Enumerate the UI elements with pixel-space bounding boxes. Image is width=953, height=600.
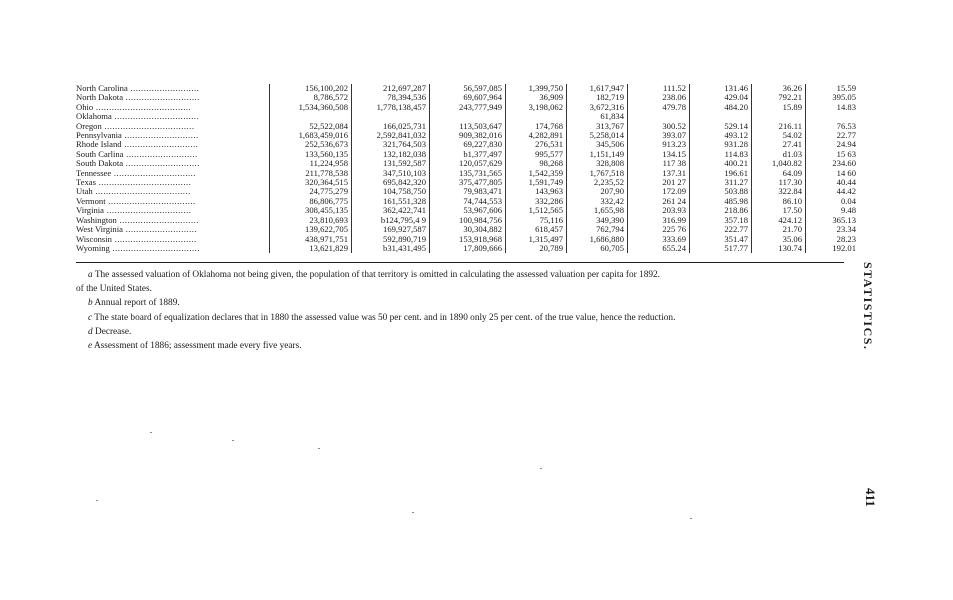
footnote-b bbox=[76, 296, 846, 310]
value-cell-c2: 78,394,536 bbox=[352, 93, 430, 102]
value-cell-c1: 438,971,751 bbox=[270, 235, 352, 244]
footnote-c-text: The state board of equalization declares that in 1880 the assessed value was 50 per cent. and in 1890 only 25 per cent. of the true value, hence the reduction. bbox=[94, 312, 676, 323]
value-cell-c5: 332,42 bbox=[567, 197, 628, 206]
footnote-e bbox=[76, 339, 846, 353]
value-cell-c9: 365.13 bbox=[832, 214, 856, 225]
value-cell-c8: 54.02 bbox=[752, 131, 806, 140]
value-cell-c5: 313,767 bbox=[567, 122, 628, 131]
value-cell-c1: 156,100,202 bbox=[270, 84, 352, 93]
value-cell-c5: 182,719 bbox=[567, 93, 628, 102]
value-cell-c3: 69,227,830 bbox=[430, 140, 506, 149]
value-cell-c2: b31,431,495 bbox=[352, 244, 430, 253]
value-cell-c3: 17,809,666 bbox=[430, 244, 506, 253]
value-cell-c7: 218.86 bbox=[690, 206, 752, 215]
value-cell-c2: 695,842,320 bbox=[352, 178, 430, 187]
value-cell-c7: 357.18 bbox=[690, 216, 752, 225]
dot-leader: ................................ bbox=[103, 206, 192, 216]
value-cell-c3: 135,731,565 bbox=[430, 169, 506, 178]
value-cell-c2: 131,592,587 bbox=[352, 159, 430, 168]
footnote-b-mark: b bbox=[88, 298, 93, 309]
state-name-cell: North Dakota ............................ bbox=[76, 93, 270, 102]
value-cell-c8: 21.70 bbox=[752, 225, 806, 234]
value-cell-c9: 24.94 bbox=[836, 139, 856, 150]
scan-speck bbox=[318, 448, 320, 449]
value-cell-c6: 261 24 bbox=[628, 197, 690, 206]
value-cell-c6: 117 38 bbox=[628, 159, 690, 168]
value-cell-c8: 117.30 bbox=[752, 178, 806, 187]
value-cell-c5: 328,808 bbox=[567, 159, 628, 168]
value-cell-c2: 1,778,138,457 bbox=[352, 103, 430, 112]
value-cell-c6: 655.24 bbox=[628, 244, 690, 253]
scan-speck bbox=[232, 440, 234, 441]
scan-speck bbox=[412, 512, 414, 513]
dot-leader: .................................... bbox=[92, 187, 191, 197]
value-cell-c9: 15 63 bbox=[836, 148, 856, 159]
value-cell-c7: 517.77 bbox=[690, 244, 752, 253]
value-cell-c8: 15.89 bbox=[752, 103, 806, 112]
value-cell-c2: 104,758,750 bbox=[352, 187, 430, 196]
value-cell-c6: 111.52 bbox=[628, 84, 690, 93]
value-cell-c6: 203.93 bbox=[628, 206, 690, 215]
value-cell-c1: 139,622,705 bbox=[270, 225, 352, 234]
value-cell-c4: 1,399,750 bbox=[506, 84, 567, 93]
value-cell-c3: 56,597,085 bbox=[430, 84, 506, 93]
value-cell-c7: 503.88 bbox=[690, 187, 752, 196]
value-cell-c4: 1,542,359 bbox=[506, 169, 567, 178]
value-cell-c5: 2,235,52 bbox=[567, 178, 628, 187]
dot-leader: .......................... bbox=[127, 84, 200, 93]
value-cell-c3: 375,477,805 bbox=[430, 178, 506, 187]
footnote-a bbox=[76, 268, 846, 282]
footnote-a-mark: a bbox=[88, 270, 93, 280]
value-cell-c2: 169,927,587 bbox=[352, 225, 430, 234]
value-cell-c6: 225 76 bbox=[628, 225, 690, 234]
state-name-cell: Rhode Island ............................ bbox=[76, 140, 270, 149]
value-cell-c3: 909,382,016 bbox=[430, 131, 506, 140]
value-cell-c3: 74,744,553 bbox=[430, 197, 506, 206]
value-cell-c8: d1.03 bbox=[752, 150, 806, 159]
value-cell-c9: 192.01 bbox=[832, 242, 856, 253]
value-cell-c7: 485.98 bbox=[690, 197, 752, 206]
value-cell-c8: 27.41 bbox=[752, 140, 806, 149]
state-name-cell: Virginia ................................ bbox=[76, 206, 270, 215]
value-cell-c5: 5,258,014 bbox=[567, 131, 628, 140]
value-cell-c4: 3,198,062 bbox=[506, 103, 567, 112]
footnote-e-text: Assessment of 1886; assessment made every five years. bbox=[93, 341, 302, 352]
state-name-cell: South Dakota ............................ bbox=[76, 159, 270, 168]
footnote-rule bbox=[76, 262, 844, 263]
dot-leader: ............................ bbox=[121, 140, 199, 150]
value-cell-c6: 913.23 bbox=[628, 140, 690, 149]
state-name-cell: Texas ................................... bbox=[76, 178, 270, 187]
value-cell-c5: 1,655,98 bbox=[567, 206, 628, 215]
value-cell-c2: 166,025,731 bbox=[352, 122, 430, 131]
value-cell-c3: 100,984,756 bbox=[430, 216, 506, 225]
scan-speck bbox=[96, 500, 98, 501]
value-cell-c2: 132,182,038 bbox=[352, 150, 430, 159]
dot-leader: ............................... bbox=[111, 168, 196, 178]
footnote-c-mark: c bbox=[88, 312, 93, 323]
value-cell-c4: 1,512,565 bbox=[506, 206, 567, 215]
value-cell-c1: 308,455,135 bbox=[270, 206, 352, 215]
value-cell-c8: 792.21 bbox=[752, 93, 806, 102]
value-cell-c4: 618,457 bbox=[506, 225, 567, 234]
value-cell-c5: 207,90 bbox=[567, 187, 628, 196]
dot-leader: ........................... bbox=[123, 149, 198, 159]
value-cell-c8: 36.26 bbox=[752, 84, 806, 93]
value-cell-c8: 17.50 bbox=[752, 206, 806, 215]
value-cell-c9: 395.05 bbox=[832, 92, 856, 103]
value-cell-c1: 11,224,958 bbox=[270, 159, 352, 168]
value-cell-c5: 345,506 bbox=[567, 140, 628, 149]
value-cell-c4: 995,577 bbox=[506, 150, 567, 159]
value-cell-c8: 86.10 bbox=[752, 197, 806, 206]
dot-leader: ................................ bbox=[111, 112, 200, 122]
footnote-d-mark: d bbox=[88, 326, 93, 337]
state-name-cell: Tennessee ............................... bbox=[76, 169, 270, 178]
value-cell-c1: 86,806,775 bbox=[270, 197, 352, 206]
value-cell-c4: 276,531 bbox=[506, 140, 567, 149]
page-number: 411 bbox=[863, 488, 878, 507]
dot-leader: .............................. bbox=[116, 215, 199, 225]
footnote-c bbox=[76, 311, 846, 325]
value-cell-c3: 69,607,964 bbox=[430, 93, 506, 102]
value-cell-c3: 120,057,629 bbox=[430, 159, 506, 168]
dot-leader: ............................ bbox=[123, 93, 200, 103]
dot-leader: .................................. bbox=[101, 121, 195, 131]
value-cell-c7: 131.46 bbox=[690, 84, 752, 93]
dot-leader: ........................... bbox=[122, 225, 198, 235]
value-cell-c1: 52,522,084 bbox=[270, 122, 352, 131]
value-cell-c5: 61,834 bbox=[567, 112, 628, 121]
value-cell-c1: 8,786,572 bbox=[270, 93, 352, 102]
statistics-table bbox=[76, 84, 859, 253]
footnote-a-text: The assessed valuation of Oklahoma not being given, the population of that territory is omitted in calculating the assessed valuation per capita for 1892. bbox=[94, 270, 660, 280]
state-name-cell: Vermont ................................. bbox=[76, 197, 270, 206]
footnote-d bbox=[76, 325, 846, 339]
value-cell-c9: 0.04 bbox=[840, 195, 856, 206]
value-cell-c3: 113,503,647 bbox=[430, 122, 506, 131]
value-cell-c5: 1,151,149 bbox=[567, 150, 628, 159]
value-cell-c2: 362,422,741 bbox=[352, 206, 430, 215]
state-name-cell: South Carlina ........................... bbox=[76, 150, 270, 159]
dot-leader: ................................... bbox=[95, 178, 192, 188]
value-cell-c5: 3,672,316 bbox=[567, 103, 628, 112]
value-cell-c6: 333.69 bbox=[628, 235, 690, 244]
value-cell-c9: 14.83 bbox=[836, 101, 856, 112]
value-cell-c9: 40.44 bbox=[836, 177, 856, 188]
value-cell-c5: 762,794 bbox=[567, 225, 628, 234]
footnote-e-mark: e bbox=[88, 341, 93, 352]
value-cell-c8: 64.09 bbox=[752, 169, 806, 178]
dot-leader: .................................... bbox=[93, 102, 192, 112]
scan-speck bbox=[690, 518, 692, 519]
value-cell-c6: 238.06 bbox=[628, 93, 690, 102]
state-name-cell: North Carolina .......................... bbox=[76, 84, 270, 93]
value-cell-c5: 349,390 bbox=[567, 216, 628, 225]
value-cell-c6: 172.09 bbox=[628, 187, 690, 196]
value-cell-c8: 1,040.82 bbox=[752, 159, 806, 168]
state-name-cell: Wyoming ................................. bbox=[76, 244, 270, 253]
value-cell-c6: 201 27 bbox=[628, 178, 690, 187]
value-cell-c4: 1,591,749 bbox=[506, 178, 567, 187]
dot-leader: ............................ bbox=[123, 159, 200, 169]
value-cell-c1: 1,683,459,016 bbox=[270, 131, 352, 140]
value-cell-c7: 351.47 bbox=[690, 235, 752, 244]
value-cell-c7: 529.14 bbox=[690, 122, 752, 131]
value-cell-c3: b1,377,497 bbox=[430, 150, 506, 159]
state-name-cell: Utah .................................... bbox=[76, 187, 270, 196]
value-cell-c3: 79,983,471 bbox=[430, 187, 506, 196]
statistics-table-body bbox=[76, 84, 859, 253]
running-head: STATISTICS. bbox=[861, 262, 875, 351]
value-cell-c6: 134.15 bbox=[628, 150, 690, 159]
state-name-cell: Oregon .................................. bbox=[76, 122, 270, 131]
value-cell-c1: 252,536,673 bbox=[270, 140, 352, 149]
value-cell-c6: 479.78 bbox=[628, 103, 690, 112]
state-name-cell: Pennsylvania ............................ bbox=[76, 131, 270, 140]
value-cell-c1: 320,364,515 bbox=[270, 178, 352, 187]
state-name-cell: Wisconsin ............................... bbox=[76, 235, 270, 244]
value-cell-c7: 429.04 bbox=[690, 93, 752, 102]
value-cell-c5: 1,686,880 bbox=[567, 235, 628, 244]
state-name-cell: Oklahoma ................................ bbox=[76, 112, 270, 121]
value-cell-c8: 424.12 bbox=[752, 216, 806, 225]
scan-speck bbox=[540, 468, 542, 469]
value-cell-c9: 76.53 bbox=[836, 120, 856, 131]
value-cell-c4: 143,963 bbox=[506, 187, 567, 196]
value-cell-c1: 211,778,538 bbox=[270, 169, 352, 178]
value-cell-c9: 28.23 bbox=[836, 233, 856, 244]
value-cell-c7: 931.28 bbox=[690, 140, 752, 149]
value-cell-c7: 400.21 bbox=[690, 159, 752, 168]
value-cell-c8: 216.11 bbox=[752, 122, 806, 131]
value-cell-c7: 311.27 bbox=[690, 178, 752, 187]
value-cell-c4: 98,268 bbox=[506, 159, 567, 168]
value-cell-c7: 114.83 bbox=[690, 150, 752, 159]
value-cell-c2: 592,890,719 bbox=[352, 235, 430, 244]
value-cell-c3: 53,967,606 bbox=[430, 206, 506, 215]
state-name-cell: West Virginia ........................... bbox=[76, 225, 270, 234]
value-cell-c2: 212,697,287 bbox=[352, 84, 430, 93]
footnotes bbox=[76, 268, 846, 353]
value-cell-c8: 130.74 bbox=[752, 244, 806, 253]
value-cell-c3: 153,918,968 bbox=[430, 235, 506, 244]
value-cell-c3: 243,777,949 bbox=[430, 103, 506, 112]
value-cell-c4: 20,789 bbox=[506, 244, 567, 253]
value-cell-c1: 1,534,360,508 bbox=[270, 103, 352, 112]
value-cell-c5: 1,767,518 bbox=[567, 169, 628, 178]
value-cell-c4: 332,286 bbox=[506, 197, 567, 206]
value-cell-c9: 15.59 bbox=[836, 83, 856, 93]
value-cell-c2: 2,592,841,032 bbox=[352, 131, 430, 140]
dot-leader: ............................ bbox=[121, 131, 199, 141]
state-name-cell: Washington .............................. bbox=[76, 216, 270, 225]
value-cell-c9: 9.48 bbox=[840, 205, 856, 216]
value-cell-c1: 24,775,279 bbox=[270, 187, 352, 196]
value-cell-c6: 393.07 bbox=[628, 131, 690, 140]
value-cell-c2: 347,510,103 bbox=[352, 169, 430, 178]
value-cell-c2: 321,764,503 bbox=[352, 140, 430, 149]
value-cell-c7: 493.12 bbox=[690, 131, 752, 140]
value-cell-c1: 13,621,829 bbox=[270, 244, 352, 253]
footnote-a-continuation: of the United States. bbox=[76, 284, 152, 295]
value-cell-c8: 322.84 bbox=[752, 187, 806, 196]
value-cell-c3: 30,304,882 bbox=[430, 225, 506, 234]
value-cell-c5: 1,617,947 bbox=[567, 84, 628, 93]
footnote-b-text: Annual report of 1889. bbox=[94, 298, 180, 309]
table-row bbox=[76, 244, 859, 253]
value-cell-c9: 44.42 bbox=[836, 186, 856, 197]
state-name-cell: Ohio .................................... bbox=[76, 103, 270, 112]
value-cell-c7: 196.61 bbox=[690, 169, 752, 178]
value-cell-c4: 174,768 bbox=[506, 122, 567, 131]
value-cell-c9: 22.77 bbox=[836, 130, 856, 141]
value-cell-c4: 4,282,891 bbox=[506, 131, 567, 140]
value-cell-c1: 133,560,135 bbox=[270, 150, 352, 159]
value-cell-c4: 75,116 bbox=[506, 216, 567, 225]
value-cell-c4: 36,909 bbox=[506, 93, 567, 102]
dot-leader: ............................... bbox=[111, 234, 197, 244]
value-cell-c8: 35.06 bbox=[752, 235, 806, 244]
value-cell-c9: 234.60 bbox=[832, 158, 856, 169]
scan-speck bbox=[150, 432, 152, 433]
value-cell-c9: 23.34 bbox=[836, 224, 856, 235]
value-cell-c6: 316.99 bbox=[628, 216, 690, 225]
table-row bbox=[76, 103, 859, 112]
value-cell-c4: 1,315,497 bbox=[506, 235, 567, 244]
dot-leader: ................................. bbox=[109, 243, 200, 253]
value-cell-c6: 137.31 bbox=[628, 169, 690, 178]
dot-leader: ................................. bbox=[105, 196, 196, 206]
value-cell-c2: b124,795,4 9 bbox=[352, 216, 430, 225]
value-cell-c7: 484.20 bbox=[690, 103, 752, 112]
value-cell-c2: 161,551,328 bbox=[352, 197, 430, 206]
value-cell-c9: 14 60 bbox=[836, 167, 856, 178]
value-cell-c1: 23,810,693 bbox=[270, 216, 352, 225]
value-cell-c6: 300.52 bbox=[628, 122, 690, 131]
footnote-d-text: Decrease. bbox=[94, 326, 132, 337]
value-cell-c7: 222.77 bbox=[690, 225, 752, 234]
value-cell-c5: 60,705 bbox=[567, 244, 628, 253]
